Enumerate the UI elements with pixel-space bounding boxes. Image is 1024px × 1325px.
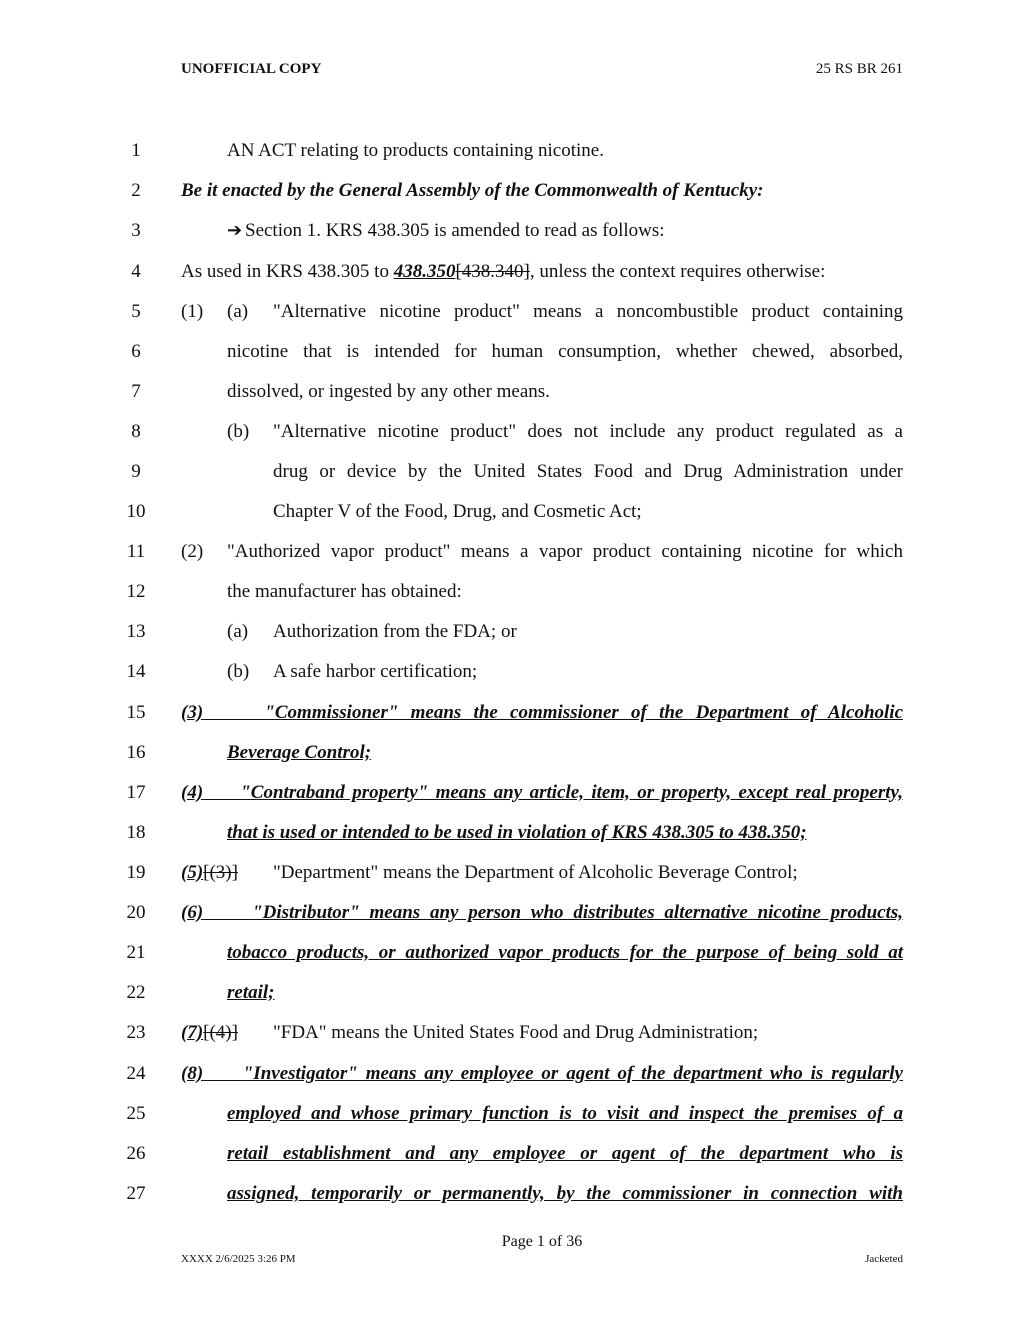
definition-text: "Alternative nicotine product" means a noncombustible product containing [273,301,903,322]
line-number: 25 [126,1103,146,1124]
line-number: 27 [126,1183,146,1204]
definition-text: "Department" means the Department of Alcoholic Beverage Control; [273,862,798,883]
paragraph-label: (b) [227,421,250,442]
line-number: 4 [131,261,141,282]
inserted-text: "Investigator" means any employee or agent of the department who is regularly [242,1063,903,1084]
intro-text: As used in KRS 438.305 to [181,261,394,282]
definition-text: drug or device by the United States Food and Drug Administration under [273,461,903,482]
inserted-text: tobacco products, or authorized vapor products for the purpose of being sold at [227,942,903,963]
line-number: 24 [126,1063,146,1084]
definition-text: A safe harbor certification; [273,661,478,682]
inserted-text: "Commissioner" means the commissioner of the Department of Alcoholic [264,702,903,723]
renumbered-label [181,1022,238,1044]
definitions-intro [181,261,825,283]
inserted-text: employed and whose primary function is to visit and inspect the premises of a [227,1103,903,1124]
inserted-text: that is used or intended to be used in violation of KRS 438.305 to 438.350; [227,822,807,843]
footer-draft-info: XXXX 2/6/2025 3:26 PM [181,1253,296,1265]
deleted-text: [(4)] [203,1022,238,1043]
definition-text: dissolved, or ingested by any other means. [227,381,550,402]
line-number: 9 [131,461,141,482]
enacting-clause: Be it enacted by the General Assembly of the Commonwealth of Kentucky: [181,180,764,201]
subsection-label: (4) [181,782,204,803]
subsection-label: (1) [181,301,204,322]
line-number: 12 [126,581,146,602]
line-number: 18 [126,822,146,843]
inserted-text: retail establishment and any employee or agent of the department who is [227,1143,903,1164]
inserted-definition [181,782,903,804]
inserted-text: Beverage Control; [227,742,372,763]
deleted-text: [(3)] [203,862,238,883]
deleted-text: [438.340] [455,261,530,282]
line-number: 2 [131,180,141,201]
subsection-label: (8) [181,1063,204,1084]
definition-text: Authorization from the FDA; or [273,621,517,642]
definition-text: "Authorized vapor product" means a vapor product containing nicotine for which [227,541,903,562]
definition-text: Chapter V of the Food, Drug, and Cosmetic Act; [273,501,642,522]
line-number: 7 [131,381,141,402]
inserted-text: (5) [181,862,204,883]
subsection-label: (6) [181,902,204,923]
definition-text: "Alternative nicotine product" does not include any product regulated as a [273,421,903,442]
subsection-label: (2) [181,541,204,562]
line-number: 15 [126,702,146,723]
line-number: 20 [126,902,146,923]
header-bill-number: 25 RS BR 261 [815,61,903,77]
paragraph-label: (b) [227,661,250,682]
section-heading [227,220,665,242]
line-number: 22 [126,982,146,1003]
line-number: 26 [126,1143,146,1164]
line-number: 8 [131,421,141,442]
inserted-definition [181,1063,903,1085]
line-number: 19 [126,862,146,883]
line-number: 1 [131,140,141,161]
line-number: 23 [126,1022,146,1043]
line-number: 11 [126,541,146,562]
definition-text: nicotine that is intended for human consumption, whether chewed, absorbed, [227,341,903,362]
line-number: 3 [131,220,141,241]
inserted-definition [181,902,903,924]
section-heading-text: Section 1. KRS 438.305 is amended to read as follows: [245,220,665,241]
bill-title: AN ACT relating to products containing nicotine. [227,140,604,161]
line-number: 14 [126,661,146,682]
inserted-text: 438.350 [393,261,456,282]
line-number: 21 [126,942,146,963]
line-number: 16 [126,742,146,763]
paragraph-label: (a) [227,301,249,322]
line-number: 6 [131,341,141,362]
definition-text: "FDA" means the United States Food and Drug Administration; [273,1022,759,1043]
intro-text-end: , unless the context requires otherwise: [529,261,826,282]
inserted-definition [181,702,903,724]
page-number: Page 1 of 36 [501,1233,583,1250]
inserted-text: "Contraband property" means any article, item, or property, except real property, [240,782,903,803]
inserted-text: "Distributor" means any person who distributes alternative nicotine products, [252,902,904,923]
line-number: 17 [126,782,146,803]
inserted-text: (7) [181,1022,204,1043]
paragraph-label: (a) [227,621,249,642]
inserted-text: assigned, temporarily or permanently, by the commissioner in connection with [227,1183,903,1204]
line-number: 13 [126,621,146,642]
header-title: UNOFFICIAL COPY [181,61,322,77]
line-number: 10 [126,501,146,522]
inserted-text: retail; [227,982,275,1003]
renumbered-label [181,862,238,884]
footer-status: Jacketed [865,1253,903,1265]
arrow-right-icon: ➔ [227,220,243,240]
definition-text: the manufacturer has obtained: [227,581,462,602]
subsection-label: (3) [181,702,204,723]
line-number: 5 [131,301,141,322]
